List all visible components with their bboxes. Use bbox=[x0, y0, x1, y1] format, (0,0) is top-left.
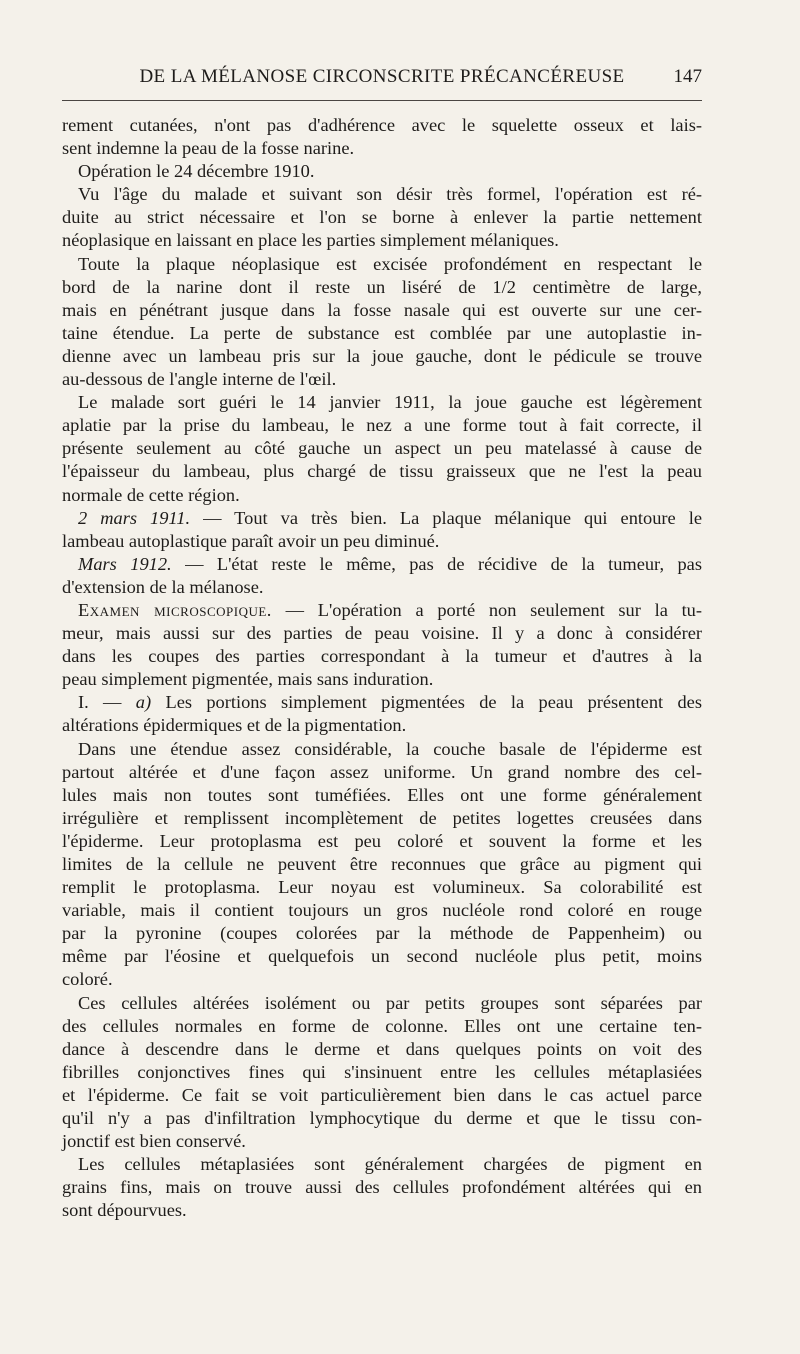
text-line: meur, mais aussi sur des parties de peau voisine. Il y a donc à considérer bbox=[62, 623, 702, 644]
text-line: Dans une étendue assez considérable, la couche basale de l'épiderme est bbox=[78, 738, 702, 759]
text-line: Les cellules métaplasiées sont généralement chargées de pigment en bbox=[78, 1154, 702, 1175]
body-text bbox=[62, 114, 702, 1223]
text-line: et l'épiderme. Ce fait se voit particulièrement bien dans le cas actuel parce bbox=[62, 1084, 702, 1105]
text-line: l'épiderme. Leur protoplasma est peu coloré et souvent la forme et les bbox=[62, 830, 702, 851]
text-fragment: Les portions simplement pigmentées de la peau présentent des bbox=[151, 692, 702, 713]
text-line: irrégulière et remplissent incomplètement de petites logettes creusées dans bbox=[62, 807, 702, 828]
date-1912: Mars 1912. bbox=[78, 553, 172, 574]
text-line: sont dépourvues. bbox=[62, 1200, 187, 1221]
text-line-compound bbox=[62, 553, 702, 576]
text-line: lambeau autoplastique paraît avoir un peu diminué. bbox=[62, 530, 440, 551]
page-header bbox=[62, 62, 702, 96]
text-line: normale de cette région. bbox=[62, 484, 240, 505]
text-line: présente seulement au côté gauche un aspect un peu matelassé à cause de bbox=[62, 438, 702, 459]
text-line: dienne avec un lambeau pris sur la joue gauche, dont le pédicule se trouve bbox=[62, 345, 702, 366]
text-line: des cellules normales en forme de colonne. Elles ont une certaine ten- bbox=[62, 1015, 702, 1036]
text-line: variable, mais il contient toujours un gros nucléole rond coloré en rouge bbox=[62, 900, 702, 921]
text-line-compound bbox=[62, 599, 702, 622]
text-line: dans les coupes des parties correspondant à la tumeur et d'autres à la bbox=[62, 646, 702, 667]
text-line-compound bbox=[62, 507, 702, 530]
running-head: DE LA MÉLANOSE CIRCONSCRITE PRÉCANCÉREUSE bbox=[139, 66, 625, 87]
item-a: a) bbox=[135, 692, 152, 713]
text-line: aplatie par la prise du lambeau, le nez a une forme tout à fait correcte, il bbox=[62, 415, 702, 436]
text-line: limites de la cellule ne peuvent être reconnues que grâce au pigment qui bbox=[62, 854, 702, 874]
text-line: partout altérée et d'une façon assez uniforme. Un grand nombre des cel- bbox=[62, 761, 702, 782]
text-line: par la pyronine (coupes colorées par la méthode de Pappenheim) ou bbox=[62, 923, 702, 944]
text-line: au-dessous de l'angle interne de l'œil. bbox=[62, 369, 337, 390]
text-line: lules mais non toutes sont tuméfiées. Elles ont une forme généralement bbox=[62, 784, 702, 805]
text-line: dance à descendre dans le derme et dans quelques points on voit des bbox=[62, 1038, 702, 1059]
text-line: Opération le 24 décembre 1910. bbox=[78, 161, 315, 182]
date-1911: 2 mars 1911. bbox=[78, 507, 191, 528]
text-line: fibrilles conjonctives fines qui s'insinuent entre les cellules métaplasiées bbox=[62, 1061, 702, 1082]
text-line: Toute la plaque néoplasique est excisée profondément en respectant le bbox=[78, 253, 702, 274]
text-line: même par l'éosine et quelquefois un second nucléole plus petit, moins bbox=[62, 946, 702, 967]
text-line: néoplasique en laissant en place les parties simplement mélaniques. bbox=[62, 230, 559, 251]
text-line: Ces cellules altérées isolément ou par petits groupes sont séparées par bbox=[78, 992, 702, 1013]
text-line: mais en pénétrant jusque dans la fosse nasale qui est ouverte sur une cer- bbox=[62, 299, 702, 320]
text-line: jonctif est bien conservé. bbox=[62, 1131, 246, 1152]
text-line: remplit le protoplasma. Leur noyau est volumineux. Sa colorabilité est bbox=[62, 877, 702, 898]
text-line: duite au strict nécessaire et l'on se borne à enlever la partie nettement bbox=[62, 207, 702, 228]
section-heading-examen: Examen microscopique. bbox=[78, 599, 272, 620]
text-line: Vu l'âge du malade et suivant son désir très formel, l'opération est ré- bbox=[78, 184, 702, 205]
text-line: taine étendue. La perte de substance est comblée par une autoplastie in- bbox=[62, 322, 702, 343]
text-line: Le malade sort guéri le 14 janvier 1911, la joue gauche est légèrement bbox=[78, 392, 702, 413]
text-line: altérations épidermiques et de la pigmentation. bbox=[62, 715, 407, 736]
text-fragment: — L'opération a porté non seulement sur la tu- bbox=[271, 599, 703, 620]
text-line: rement cutanées, n'ont pas d'adhérence avec le squelette osseux et lais- bbox=[62, 115, 702, 135]
text-line: sent indemne la peau de la fosse narine. bbox=[62, 138, 355, 159]
text-line: peau simplement pigmentée, mais sans induration. bbox=[62, 669, 434, 690]
text-fragment: — Tout va très bien. La plaque mélanique qui entoure le bbox=[190, 507, 702, 528]
text-line: l'épaisseur du lambeau, plus chargé de tissu graisseux que ne l'est la peau bbox=[62, 461, 702, 482]
text-line: coloré. bbox=[62, 969, 113, 990]
text-fragment: I. — bbox=[78, 692, 136, 713]
text-line-compound bbox=[62, 691, 702, 714]
text-line: d'extension de la mélanose. bbox=[62, 576, 264, 597]
header-rule bbox=[62, 100, 702, 101]
text-fragment: — L'état reste le même, pas de récidive de la tumeur, pas bbox=[171, 553, 702, 574]
text-line: bord de la narine dont il reste un liséré de 1/2 centimètre de large, bbox=[62, 276, 702, 297]
text-line: qu'il n'y a pas d'infiltration lymphocytique du derme et que le tissu con- bbox=[62, 1108, 702, 1129]
text-line: grains fins, mais on trouve aussi des cellules profondément altérées qui en bbox=[62, 1177, 702, 1198]
page-number: 147 bbox=[673, 66, 702, 87]
